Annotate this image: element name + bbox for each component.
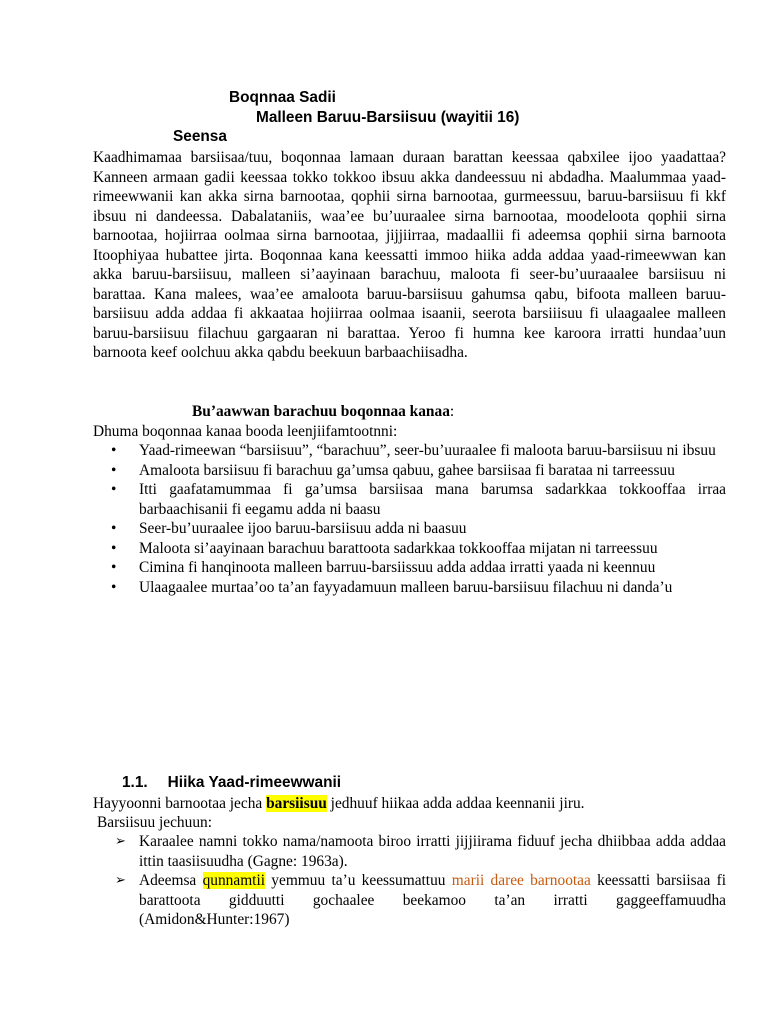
intro-heading: Seensa bbox=[173, 128, 227, 145]
intro-paragraph: Kaadhimamaa barsiisaa/tuu, boqonnaa lamaan duraan barattan keessaa qabxilee ijoo yaadattaa? Kanneen armaan gadii keessaa tokko tokkoo ibsuu akka dandeessuu ni abdadha. Maalummaa yaad-rimeewwanii kan akka sirna barnootaa, qophii sirna barnootaa, gurmeessuu, baruu-barsiisuu fi kkf ibsuu ni dandeessa. Dabalataniis, waa’ee bu’uuraalee sirna barnootaa, moodeloota qophii sirna barnootaa, hojiirraa oolmaa sirna barnootaa, jijjiirraa, madaallii fi adeemsa qophii sirna barnoota Itoophiyaa hubattee jirta. Boqonnaa kana keessatti immoo hiika adda addaa yaad-rimeewwan kan akka baruu-barsiisuu, malleen si’aayinaan barachuu, maloota fi seer-bu’uuraaalee barsiisuu ni barattaa. Kana malees, waa’ee amaloota baruu-barsiisuu gahumsa qabu, bifoota malleen baruu-barsiisuu adda addaa fi akkaataa hojiirraa oolmaa isaanii, seerota barsiiisuu fi ulaagaalee malleen baruu-barsiisuu filachuu gargaaran ni barattaa. Yeroo fi humna kee karoora irratti hundaa’uun barnoota keef oolchuu akka qabdu beekuun barbaachiisadha. bbox=[93, 149, 726, 361]
list-item-text: Yaad-rimeewan “barsiisuu”, “barachuu”, seer-bu’uuraalee fi maloota baruu-barsiisuu ni ibsuu bbox=[139, 442, 716, 459]
arrow-bullet-icon: ➢ bbox=[115, 873, 126, 888]
definition-text: Karaalee namni tokko nama/namoota biroo irratti jijjiirama fiduuf jecha dhiibbaa adda addaa ittin taasiisuudha (Gagne: 1963a). bbox=[139, 833, 726, 870]
list-item-text: Maloota si’aayinaan barachuu barattoota sadarkkaa tokkooffaa mijatan ni tarreessuu bbox=[139, 539, 658, 557]
objectives-lead: Dhuma boqonnaa kanaa booda leenjiifamtootnni: bbox=[93, 423, 398, 440]
list-item bbox=[93, 441, 726, 461]
list-item-text: Seer-bu’uuraalee ijoo baruu-barsiisuu adda ni baasuu bbox=[139, 520, 467, 537]
definition-lead: Barsiisuu jechuun: bbox=[97, 814, 212, 831]
list-item-text: Amaloota barsiisuu fi barachuu ga’umsa qabuu, gahee barsiisaa fi barataa ni tarreessuu bbox=[139, 461, 675, 479]
bullet-icon: • bbox=[111, 442, 117, 459]
list-item bbox=[93, 461, 726, 481]
arrow-bullet-icon: ➢ bbox=[115, 834, 126, 849]
objectives-heading-text: Bu’aawwan barachuu boqonnaa kanaa bbox=[192, 403, 450, 420]
bullet-icon: • bbox=[111, 481, 117, 498]
list-item bbox=[93, 539, 726, 559]
definition-text-part: keessatti barsiisaa fi barattoota gidduutti gochaalee beekamoo ta’an irratti gaggeeffamuudha (Amidon&Hunter:1967) bbox=[139, 872, 726, 928]
list-item-text: Cimina fi hanqinoota malleen barruu-barsiissuu adda addaa irratti yaada ni keennuu bbox=[139, 559, 656, 576]
bullet-icon: • bbox=[111, 578, 117, 596]
bullet-icon: • bbox=[111, 539, 117, 557]
bullet-icon: • bbox=[111, 520, 117, 537]
list-item bbox=[93, 832, 726, 871]
list-item-text: Ulaagaalee murtaa’oo ta’an fayyadamuun malleen baruu-barsiisuu filachuu ni danda’u bbox=[139, 578, 673, 596]
list-item bbox=[93, 519, 726, 539]
list-item bbox=[93, 558, 726, 578]
section-heading bbox=[122, 773, 341, 793]
chapter-subtitle: Malleen Baruu-Barsiisuu (wayitii 16) bbox=[256, 109, 520, 126]
definition-intro-rest: jedhuuf hiikaa adda addaa keennanii jiru. bbox=[326, 795, 585, 812]
chapter-title: Boqnnaa Sadii bbox=[229, 89, 336, 106]
bullet-icon: • bbox=[111, 559, 117, 576]
bullet-icon: • bbox=[111, 461, 117, 479]
objectives-heading bbox=[192, 402, 454, 422]
list-item bbox=[93, 578, 726, 598]
section-number: 1.1. bbox=[122, 774, 148, 791]
definition-text-part: Adeemsa bbox=[139, 872, 203, 889]
list-item bbox=[93, 871, 726, 930]
objectives-list bbox=[93, 441, 726, 597]
highlighted-term: barsiisuu bbox=[266, 795, 327, 812]
list-item bbox=[93, 480, 726, 519]
definition-text-part: yemmuu ta’u keessumattuu bbox=[265, 872, 452, 889]
definition-intro bbox=[93, 794, 585, 814]
list-item-text: Itti gaafatamummaa fi ga’umsa barsiisaa mana barumsa sadarkkaa tokkooffaa irraa barbaachisanii fi eegamu adda ni baasu bbox=[139, 481, 726, 518]
objectives-heading-colon: : bbox=[449, 403, 455, 420]
definition-intro-text: Hayyoonni barnootaa jecha bbox=[93, 795, 267, 812]
section-title: Hiika Yaad-rimeewwanii bbox=[167, 774, 342, 791]
definitions-list bbox=[93, 832, 726, 930]
brown-term: marii daree barnootaa bbox=[451, 872, 591, 889]
highlighted-term: qunnamtii bbox=[202, 872, 265, 889]
